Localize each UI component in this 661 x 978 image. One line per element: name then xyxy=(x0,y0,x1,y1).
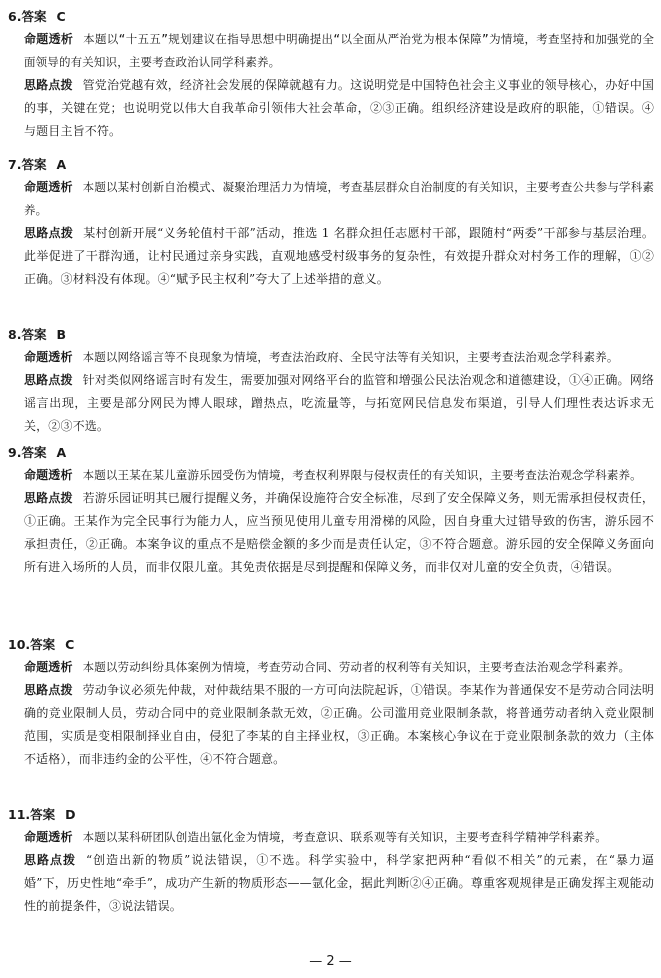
answer-choice: A xyxy=(56,445,67,460)
hint-text: “创造出新的物质”说法错误，①不选。科学实验中，科学家把两种“看似不相关”的元素，在“暴力逼婚”下，历史性地“牵手”，成功产生新的物质形态——氩化金，据此判断②④正确。尊重客观规律是正确发挥主观能动性的前提条件，③说法错误。 xyxy=(24,853,654,913)
answer-line xyxy=(8,804,654,826)
answer-line xyxy=(8,324,654,346)
analysis-paragraph xyxy=(24,28,654,74)
question-number: 11. xyxy=(8,807,31,822)
analysis-label: 命题透析 xyxy=(24,660,73,674)
answer-line xyxy=(8,154,654,176)
question-number: 7. xyxy=(8,157,22,172)
analysis-label: 命题透析 xyxy=(24,830,73,844)
analysis-paragraph xyxy=(24,464,654,487)
hint-label: 思路点拨 xyxy=(24,373,73,387)
question-10 xyxy=(8,634,654,771)
analysis-paragraph xyxy=(24,656,654,679)
answer-label: 答案 xyxy=(30,637,56,652)
answer-line xyxy=(8,634,654,656)
answer-choice: C xyxy=(56,9,66,24)
question-9 xyxy=(8,442,654,579)
analysis-text: 本题以某村创新自治模式、凝聚治理活力为情境，考查基层群众自治制度的有关知识，主要考查公共参与学科素养。 xyxy=(24,180,655,217)
answer-label: 答案 xyxy=(30,807,56,822)
hint-paragraph xyxy=(24,849,654,918)
analysis-paragraph xyxy=(24,826,654,849)
question-6 xyxy=(8,6,654,143)
answer-choice: A xyxy=(56,157,67,172)
answer-choice: C xyxy=(65,637,75,652)
hint-paragraph xyxy=(24,222,654,291)
answer-label: 答案 xyxy=(21,327,47,342)
analysis-text: 本题以王某在某儿童游乐园受伤为情境，考查权利界限与侵权责任的有关知识，主要考查法治观念学科素养。 xyxy=(82,468,642,482)
analysis-text: 本题以网络谣言等不良现象为情境，考查法治政府、全民守法等有关知识，主要考查法治观念学科素养。 xyxy=(82,350,619,364)
hint-label: 思路点拨 xyxy=(24,78,73,92)
analysis-text: 本题以某科研团队创造出氩化金为情境，考查意识、联系观等有关知识，主要考查科学精神学科素养。 xyxy=(82,830,607,844)
question-7 xyxy=(8,154,654,291)
page-number: — 2 — xyxy=(309,954,352,969)
hint-text: 某村创新开展“义务轮值村干部”活动，推选 1 名群众担任志愿村干部，跟随村“两委”干部参与基层治理。此举促进了干群沟通，让村民通过亲身实践，直观地感受村级事务的复杂性，有效提升群众对村务工作的理解，①②正确。③材料没有体现。④“赋予民主权利”夸大了上述举措的意义。 xyxy=(24,226,654,286)
hint-text: 针对类似网络谣言时有发生，需要加强对网络平台的监管和增强公民法治观念和道德建设，①④正确。网络谣言出现，主要是部分网民为博人眼球，蹭热点，吃流量等，与拓宽网民信息发布渠道，引导人们理性表达诉求无关，②③不选。 xyxy=(24,373,654,433)
question-number: 9. xyxy=(8,445,22,460)
hint-label: 思路点拨 xyxy=(24,853,77,867)
hint-paragraph xyxy=(24,487,654,579)
answer-label: 答案 xyxy=(21,445,47,460)
answer-line xyxy=(8,6,654,28)
question-number: 6. xyxy=(8,9,22,24)
answer-label: 答案 xyxy=(21,9,47,24)
hint-label: 思路点拨 xyxy=(24,226,74,240)
question-8 xyxy=(8,324,654,438)
analysis-label: 命题透析 xyxy=(24,32,74,46)
analysis-label: 命题透析 xyxy=(24,180,73,194)
analysis-label: 命题透析 xyxy=(24,468,73,482)
answer-line xyxy=(8,442,654,464)
hint-paragraph xyxy=(24,74,654,143)
analysis-text: 本题以劳动纠纷具体案例为情境，考查劳动合同、劳动者的权利等有关知识，主要考查法治观念学科素养。 xyxy=(82,660,631,674)
hint-text: 若游乐园证明其已履行提醒义务，并确保设施符合安全标准，尽到了安全保障义务，则无需承担侵权责任，①正确。王某作为完全民事行为能力人，应当预见使用儿童专用滑梯的风险，因自身重大过错导致的伤害，游乐园不承担责任，②正确。本案争议的重点不是赔偿金额的多少而是责任认定，③不符合题意。游乐园的安全保障义务面向所有进入场所的人员，而非仅限儿童。其免责依据是尽到提醒和保障义务，而非仅对儿童的安全负责，④错误。 xyxy=(24,491,654,574)
question-number: 8. xyxy=(8,327,22,342)
hint-label: 思路点拨 xyxy=(24,491,73,505)
question-number: 10. xyxy=(8,637,31,652)
hint-text: 管党治党越有效，经济社会发展的保障就越有力。这说明党是中国特色社会主义事业的领导核心，办好中国的事，关键在党；也说明党以伟大自我革命引领伟大社会革命，②③正确。组织经济建设是政府的职能，①错误。④与题目主旨不符。 xyxy=(24,78,654,138)
answer-label: 答案 xyxy=(21,157,47,172)
hint-text: 劳动争议必须先仲裁，对仲裁结果不服的一方可向法院起诉，①错误。李某作为普通保安不是劳动合同法明确的竞业限制人员，劳动合同中的竞业限制条款无效，②正确。公司滥用竞业限制条款，将普通劳动者纳入竞业限制范围，实质是变相限制择业自由，侵犯了李某的自主择业权，③正确。本案核心争议在于竞业限制条款的效力（主体不适格），而非违约金的公平性，④不符合题意。 xyxy=(24,683,654,766)
analysis-label: 命题透析 xyxy=(24,350,73,364)
analysis-paragraph xyxy=(24,176,654,222)
answer-choice: D xyxy=(65,807,76,822)
hint-paragraph xyxy=(24,369,654,438)
hint-label: 思路点拨 xyxy=(24,683,73,697)
answer-choice: B xyxy=(56,327,66,342)
question-11 xyxy=(8,804,654,918)
hint-paragraph xyxy=(24,679,654,771)
analysis-text: 本题以“十五五”规划建议在指导思想中明确提出“以全面从严治党为根本保障”为情境，考查坚持和加强党的全面领导的有关知识，主要考查政治认同学科素养。 xyxy=(24,32,654,69)
analysis-paragraph xyxy=(24,346,654,369)
